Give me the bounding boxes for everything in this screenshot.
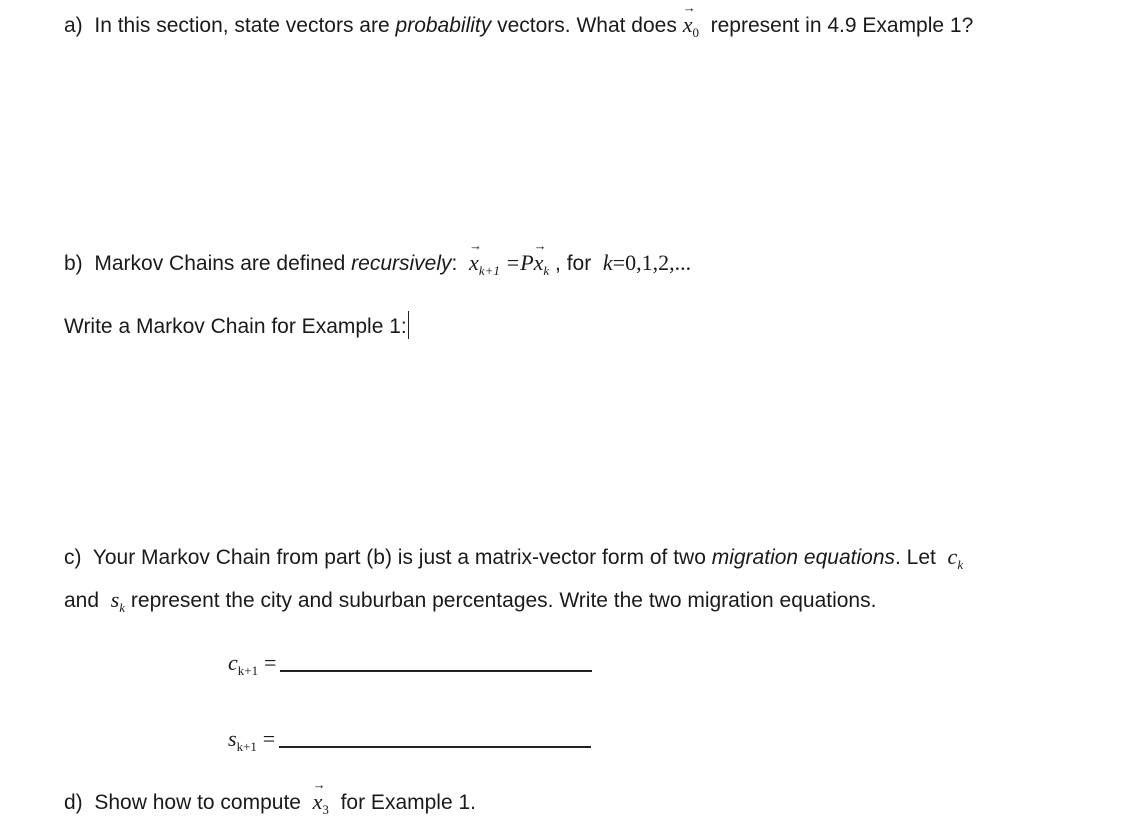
sub-k: k (543, 263, 550, 278)
question-d-label: d) (64, 791, 83, 814)
question-b-emphasis: recursively (351, 252, 452, 275)
c-sub: k (957, 557, 964, 572)
question-b-prompt-line (64, 311, 409, 339)
question-c-emphasis: migration equations (711, 546, 895, 569)
s-k (110, 587, 126, 615)
question-a-label: a) (64, 14, 83, 37)
question-a-text-2: vectors. What does (497, 14, 677, 37)
question-c-text-2: . Let (895, 546, 936, 569)
equation-c (228, 650, 592, 679)
recursion-formula (469, 250, 550, 278)
vector-x0-var: → x (683, 12, 693, 38)
eq1-equals: = (263, 650, 277, 675)
question-d (64, 789, 476, 818)
question-c-text-3: represent the city and suburban percentages. Write the two migration equations. (130, 589, 877, 612)
vector-x-lhs: → x (469, 250, 479, 276)
question-a (64, 12, 973, 41)
question-d-text-2: for Example 1. (340, 791, 476, 814)
eq2-lhs (228, 726, 257, 754)
vector-x-rhs: → x (534, 250, 544, 276)
question-d-text-1: Show how to compute (94, 791, 301, 814)
question-b-text-2: , for (555, 252, 592, 275)
s-sub: k (119, 600, 126, 615)
question-c-label: c) (64, 546, 82, 569)
eq1-sub: k+1 (237, 663, 259, 678)
eq1-lhs (228, 650, 259, 678)
eq1-answer-blank[interactable] (280, 670, 592, 672)
question-c (64, 544, 963, 573)
question-b-colon: : (451, 252, 458, 275)
k-var: k (602, 250, 613, 275)
c-k (947, 544, 964, 572)
eq2-answer-blank[interactable] (279, 746, 591, 748)
question-c-and: and (64, 589, 100, 612)
eq1-var: c (228, 650, 238, 675)
sub-k-plus-1: k+1 (478, 263, 500, 278)
vector-x0-sub: 0 (692, 25, 699, 40)
text-cursor (408, 311, 409, 339)
question-c-line-2 (64, 587, 876, 616)
vector-x0 (682, 12, 699, 40)
eq2-sub: k+1 (236, 739, 257, 754)
question-b-label: b) (64, 252, 83, 275)
s-var: s (110, 587, 120, 612)
k-values: =0,1,2,... (612, 250, 692, 275)
equals-p: =P (505, 250, 534, 275)
c-var: c (947, 544, 958, 569)
vector-x3-sub: 3 (322, 802, 329, 817)
eq2-var: s (228, 726, 237, 751)
vector-x3 (312, 789, 329, 817)
vector-x3-var: → x (313, 789, 323, 815)
question-a-text-3: represent in 4.9 Example 1? (710, 14, 974, 37)
eq2-equals: = (262, 726, 276, 751)
question-b-text-1: Markov Chains are defined (94, 252, 346, 275)
question-c-text-1: Your Markov Chain from part (b) is just a matrix-vector form of two (92, 546, 706, 569)
question-a-emphasis: probability (395, 14, 492, 37)
question-b (64, 250, 691, 279)
question-b-prompt: Write a Markov Chain for Example 1: (64, 315, 407, 338)
equation-s (228, 726, 591, 755)
question-a-text-1: In this section, state vectors are (94, 14, 390, 37)
